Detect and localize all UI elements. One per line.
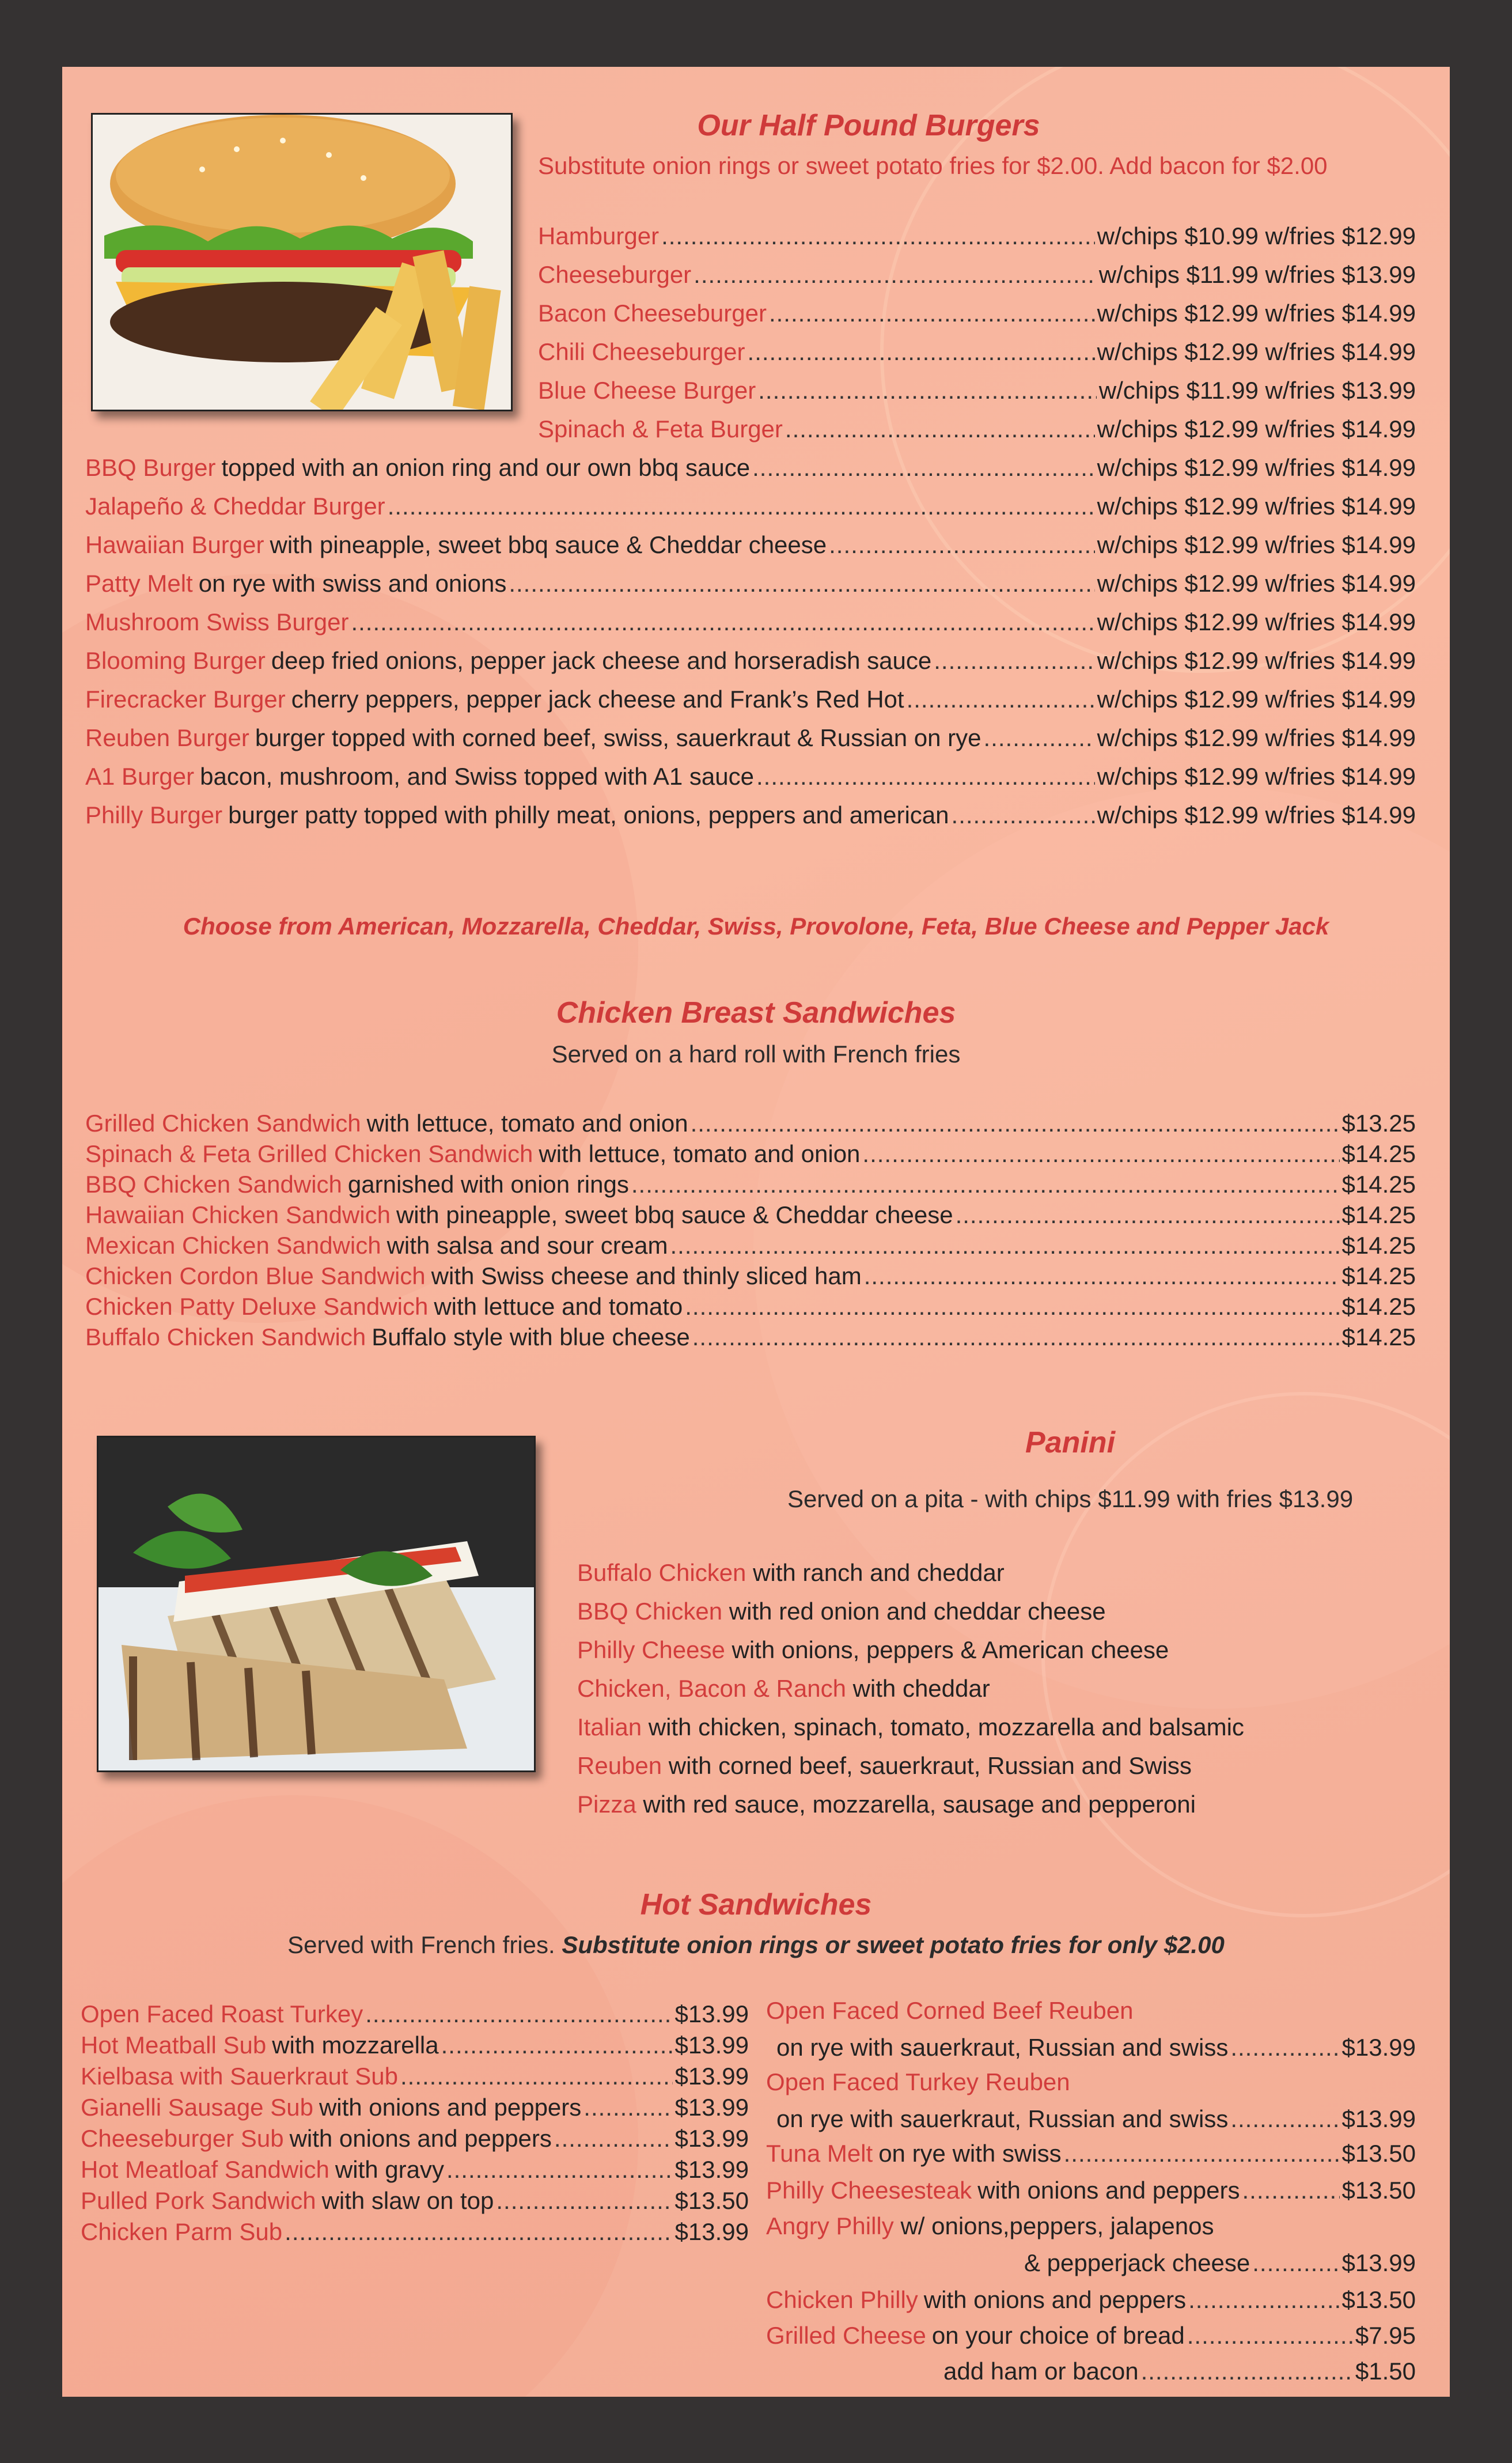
hot-note-plain: Served with French fries. xyxy=(287,1931,562,1958)
leader-dots xyxy=(509,570,1094,597)
leader-dots xyxy=(351,608,1094,636)
item-price: $13.99 xyxy=(1342,2105,1416,2132)
item-name: Chicken Philly xyxy=(766,2286,918,2313)
item-name: Open Faced Roast Turkey xyxy=(81,2000,363,2027)
item-name: Reuben xyxy=(577,1752,662,1779)
list-item xyxy=(1024,2249,1416,2277)
list-item xyxy=(766,2177,1416,2204)
item-desc: on rye with swiss and onions xyxy=(198,570,507,597)
item-name: Hot Meatloaf Sandwich xyxy=(81,2156,329,2183)
item-price: w/chips $12.99 w/fries $14.99 xyxy=(1097,338,1416,365)
leader-dots xyxy=(285,2218,672,2246)
item-name: A1 Burger xyxy=(85,763,195,790)
item-name: Philly Cheese xyxy=(577,1636,725,1663)
item-name: Hawaiian Burger xyxy=(85,531,264,558)
list-item xyxy=(577,1752,1192,1780)
item-name: Mexican Chicken Sandwich xyxy=(85,1232,381,1259)
list-item xyxy=(776,2034,1416,2061)
item-desc: on rye with swiss xyxy=(878,2140,1062,2167)
list-item xyxy=(81,2187,749,2215)
list-item xyxy=(81,2063,749,2090)
item-desc: add ham or bacon xyxy=(943,2358,1139,2385)
panini-note: Served on a pita - with chips $11.99 with fries $13.99 xyxy=(787,1485,1354,1512)
item-desc: bacon, mushroom, and Swiss topped with A1 sauce xyxy=(200,763,754,790)
item-name: Cheeseburger Sub xyxy=(81,2125,284,2152)
panini-title: Panini xyxy=(1025,1426,1116,1459)
hot-title: Hot Sandwiches xyxy=(640,1888,872,1921)
item-price: $13.99 xyxy=(1342,2034,1416,2061)
item-desc: cherry peppers, pepper jack cheese and Frank’s Red Hot xyxy=(291,686,904,713)
list-item xyxy=(85,1110,1416,1137)
burger-photo xyxy=(91,113,513,411)
burgers-note: Substitute onion rings or sweet potato fries for $2.00. Add bacon for $2.00 xyxy=(538,152,1328,179)
leader-dots xyxy=(691,1110,1340,1137)
list-item xyxy=(81,2218,749,2246)
item-desc: topped with an onion ring and our own bbq sauce xyxy=(221,454,751,481)
item-price: $13.99 xyxy=(674,2031,749,2059)
list-item xyxy=(85,608,1416,636)
leader-dots xyxy=(661,222,1095,250)
list-item xyxy=(85,454,1416,482)
list-item xyxy=(577,1675,990,1702)
leader-dots xyxy=(769,300,1095,327)
item-price: $14.25 xyxy=(1342,1201,1416,1228)
list-item xyxy=(85,1262,1416,1290)
item-desc: with chicken, spinach, tomato, mozzarella and balsamic xyxy=(648,1713,1244,1741)
list-item xyxy=(766,2212,1214,2240)
item-price: w/chips $11.99 w/fries $13.99 xyxy=(1098,377,1416,404)
leader-dots xyxy=(907,686,1095,713)
leader-dots xyxy=(365,2000,672,2028)
item-name: Blooming Burger xyxy=(85,647,266,674)
list-item xyxy=(85,1232,1416,1259)
list-item xyxy=(85,531,1416,559)
item-name: Hot Meatball Sub xyxy=(81,2031,267,2059)
item-price: $14.25 xyxy=(1342,1232,1416,1259)
list-item xyxy=(81,2094,749,2121)
leader-dots xyxy=(1242,2177,1340,2204)
list-item xyxy=(766,2322,1416,2350)
item-price: $7.95 xyxy=(1355,2322,1416,2349)
item-name: BBQ Chicken Sandwich xyxy=(85,1171,342,1198)
list-item xyxy=(538,261,1416,289)
item-price: w/chips $12.99 w/fries $14.99 xyxy=(1097,724,1416,751)
leader-dots xyxy=(388,493,1095,520)
list-item xyxy=(85,686,1416,713)
leader-dots xyxy=(554,2125,673,2152)
leader-dots xyxy=(441,2031,673,2059)
item-price: $13.99 xyxy=(674,2156,749,2183)
item-name: Pizza xyxy=(577,1791,636,1818)
item-name: BBQ Burger xyxy=(85,454,216,481)
list-item xyxy=(577,1713,1244,1741)
item-desc: with slaw on top xyxy=(321,2187,494,2214)
list-item xyxy=(81,2000,749,2028)
item-name: Mushroom Swiss Burger xyxy=(85,608,349,635)
list-item xyxy=(538,415,1416,443)
list-item xyxy=(85,1140,1416,1168)
list-item xyxy=(85,647,1416,675)
item-desc: with mozzarella xyxy=(272,2031,439,2059)
cheese-note: Choose from American, Mozzarella, Cheddar, Swiss, Provolone, Feta, Blue Cheese and Pepper Jack xyxy=(183,913,1329,940)
item-price: w/chips $12.99 w/fries $14.99 xyxy=(1097,531,1416,558)
item-price: w/chips $12.99 w/fries $14.99 xyxy=(1097,647,1416,674)
item-desc: with onions and peppers xyxy=(289,2125,552,2152)
list-item xyxy=(577,1791,1196,1818)
list-item xyxy=(85,763,1416,790)
leader-dots xyxy=(685,1293,1339,1321)
leader-dots xyxy=(758,377,1097,404)
leader-dots xyxy=(752,454,1095,482)
menu-page xyxy=(62,67,1450,2397)
leader-dots xyxy=(1188,2286,1339,2314)
item-price: $13.25 xyxy=(1342,1110,1416,1137)
item-price: $14.25 xyxy=(1342,1293,1416,1320)
item-name: Grilled Cheese xyxy=(766,2322,926,2349)
item-name: Philly Cheesesteak xyxy=(766,2177,972,2204)
item-name: Italian xyxy=(577,1713,642,1741)
item-price: $13.99 xyxy=(674,2000,749,2027)
item-name: Gianelli Sausage Sub xyxy=(81,2094,313,2121)
leader-dots xyxy=(956,1201,1340,1229)
list-item xyxy=(577,1559,1005,1587)
item-desc: with pineapple, sweet bbq sauce & Cheddar cheese xyxy=(270,531,827,558)
list-item xyxy=(538,222,1416,250)
item-desc: with onions, peppers & American cheese xyxy=(732,1636,1169,1663)
item-desc: with corned beef, sauerkraut, Russian and Swiss xyxy=(668,1752,1192,1779)
item-name: Kielbasa with Sauerkraut Sub xyxy=(81,2063,398,2090)
list-item xyxy=(85,724,1416,752)
leader-dots xyxy=(785,415,1095,443)
leader-dots xyxy=(756,763,1095,790)
burgers-title: Our Half Pound Burgers xyxy=(697,109,1040,142)
item-price: $14.25 xyxy=(1342,1171,1416,1198)
item-desc: w/ onions,peppers, jalapenos xyxy=(900,2212,1214,2239)
item-desc: with lettuce, tomato and onion xyxy=(366,1110,688,1137)
item-desc: on rye with sauerkraut, Russian and swiss xyxy=(776,2105,1229,2132)
item-name: Hawaiian Chicken Sandwich xyxy=(85,1201,391,1228)
item-price: w/chips $10.99 w/fries $12.99 xyxy=(1097,222,1416,249)
item-name: Tuna Melt xyxy=(766,2140,873,2167)
list-item xyxy=(538,377,1416,404)
list-item xyxy=(85,801,1416,829)
item-price: $13.50 xyxy=(674,2187,749,2214)
list-item xyxy=(577,1598,1106,1625)
item-name: Grilled Chicken Sandwich xyxy=(85,1110,361,1137)
leader-dots xyxy=(400,2063,673,2090)
item-price: $14.25 xyxy=(1342,1140,1416,1167)
item-name: Philly Burger xyxy=(85,801,223,828)
item-price: w/chips $11.99 w/fries $13.99 xyxy=(1098,261,1416,288)
item-desc: with lettuce, tomato and onion xyxy=(539,1140,861,1167)
burger-illustration xyxy=(93,115,511,410)
item-price: w/chips $12.99 w/fries $14.99 xyxy=(1097,300,1416,327)
item-desc: with lettuce and tomato xyxy=(434,1293,683,1320)
panini-illustration xyxy=(98,1437,534,1770)
item-price: w/chips $12.99 w/fries $14.99 xyxy=(1097,608,1416,635)
leader-dots xyxy=(1064,2140,1340,2167)
list-item xyxy=(85,1201,1416,1229)
item-name: Jalapeño & Cheddar Burger xyxy=(85,493,385,520)
item-desc: & pepperjack cheese xyxy=(1024,2249,1250,2276)
item-price: $14.25 xyxy=(1342,1262,1416,1289)
item-desc: with ranch and cheddar xyxy=(753,1559,1005,1586)
item-desc: Buffalo style with blue cheese xyxy=(372,1323,690,1350)
leader-dots xyxy=(1187,2322,1353,2350)
item-desc: on your choice of bread xyxy=(931,2322,1185,2349)
item-desc: with onions and peppers xyxy=(923,2286,1187,2313)
item-desc: on rye with sauerkraut, Russian and swiss xyxy=(776,2034,1229,2061)
list-item xyxy=(766,2140,1416,2167)
leader-dots xyxy=(829,531,1095,559)
item-name: Chicken, Bacon & Ranch xyxy=(577,1675,846,1702)
item-desc: with onions and peppers xyxy=(977,2177,1240,2204)
item-desc: with red onion and cheddar cheese xyxy=(729,1598,1106,1625)
item-name: Bacon Cheeseburger xyxy=(538,300,767,327)
item-price: $13.99 xyxy=(1342,2249,1416,2276)
item-desc: with Swiss cheese and thinly sliced ham xyxy=(431,1262,862,1289)
chicken-title: Chicken Breast Sandwiches xyxy=(556,996,956,1030)
item-price: $13.50 xyxy=(1342,2177,1416,2204)
item-name: BBQ Chicken xyxy=(577,1598,723,1625)
item-name: Buffalo Chicken xyxy=(577,1559,746,1586)
leader-dots xyxy=(864,1262,1340,1290)
item-name: Reuben Burger xyxy=(85,724,249,751)
item-desc: with cheddar xyxy=(852,1675,990,1702)
list-item xyxy=(766,1997,1133,2025)
item-name: Pulled Pork Sandwich xyxy=(81,2187,316,2214)
item-name: Hamburger xyxy=(538,222,660,249)
item-price: w/chips $12.99 w/fries $14.99 xyxy=(1097,801,1416,828)
chicken-note: Served on a hard roll with French fries xyxy=(551,1041,961,1068)
item-name: Chicken Patty Deluxe Sandwich xyxy=(85,1293,429,1320)
item-name: Open Faced Turkey Reuben xyxy=(766,2068,1070,2095)
leader-dots xyxy=(952,801,1095,829)
list-item xyxy=(776,2105,1416,2133)
leader-dots xyxy=(631,1171,1340,1198)
leader-dots xyxy=(748,338,1095,366)
list-item xyxy=(85,1171,1416,1198)
leader-dots xyxy=(670,1232,1339,1259)
item-name: Open Faced Corned Beef Reuben xyxy=(766,1997,1134,2024)
leader-dots xyxy=(694,261,1097,289)
item-name: Spinach & Feta Burger xyxy=(538,415,783,442)
item-desc: garnished with onion rings xyxy=(347,1171,629,1198)
list-item xyxy=(766,2286,1416,2314)
item-name: Patty Melt xyxy=(85,570,193,597)
item-price: w/chips $12.99 w/fries $14.99 xyxy=(1097,686,1416,713)
list-item xyxy=(81,2156,749,2184)
list-item xyxy=(81,2125,749,2152)
item-desc: with gravy xyxy=(335,2156,444,2183)
leader-dots xyxy=(862,1140,1339,1168)
list-item xyxy=(81,2031,749,2059)
item-name: Chili Cheeseburger xyxy=(538,338,745,365)
leader-dots xyxy=(496,2187,672,2215)
panini-photo xyxy=(97,1436,536,1772)
item-name: Cheeseburger xyxy=(538,261,692,288)
leader-dots xyxy=(1141,2358,1353,2385)
leader-dots xyxy=(934,647,1094,675)
list-item xyxy=(943,2358,1416,2385)
item-name: Firecracker Burger xyxy=(85,686,286,713)
leader-dots xyxy=(446,2156,673,2184)
item-desc: with red sauce, mozzarella, sausage and pepperoni xyxy=(643,1791,1196,1818)
item-price: $13.50 xyxy=(1342,2140,1416,2167)
item-price: w/chips $12.99 w/fries $14.99 xyxy=(1097,415,1416,442)
item-price: $13.99 xyxy=(674,2125,749,2152)
list-item xyxy=(85,493,1416,520)
list-item xyxy=(85,1323,1416,1351)
item-desc: deep fried onions, pepper jack cheese and horseradish sauce xyxy=(271,647,932,674)
item-desc: burger patty topped with philly meat, onions, peppers and american xyxy=(228,801,949,828)
leader-dots xyxy=(692,1323,1340,1351)
item-price: $13.50 xyxy=(1342,2286,1416,2313)
item-price: w/chips $12.99 w/fries $14.99 xyxy=(1097,763,1416,790)
leader-dots xyxy=(1252,2249,1339,2277)
item-name: Blue Cheese Burger xyxy=(538,377,756,404)
item-name: Chicken Parm Sub xyxy=(81,2218,283,2245)
item-price: $1.50 xyxy=(1355,2358,1416,2385)
item-price: w/chips $12.99 w/fries $14.99 xyxy=(1097,493,1416,520)
item-desc: with pineapple, sweet bbq sauce & Cheddar cheese xyxy=(396,1201,953,1228)
item-price: w/chips $12.99 w/fries $14.99 xyxy=(1097,454,1416,481)
hot-note xyxy=(62,1931,1450,1959)
list-item xyxy=(766,2068,1070,2096)
item-desc: with salsa and sour cream xyxy=(386,1232,668,1259)
leader-dots xyxy=(583,2094,672,2121)
leader-dots xyxy=(1230,2105,1339,2133)
item-price: w/chips $12.99 w/fries $14.99 xyxy=(1097,570,1416,597)
leader-dots xyxy=(984,724,1095,752)
item-price: $14.25 xyxy=(1342,1323,1416,1350)
item-name: Angry Philly xyxy=(766,2212,894,2239)
item-name: Buffalo Chicken Sandwich xyxy=(85,1323,366,1350)
list-item xyxy=(85,570,1416,597)
item-name: Chicken Cordon Blue Sandwich xyxy=(85,1262,426,1289)
item-price: $13.99 xyxy=(674,2094,749,2121)
item-name: Spinach & Feta Grilled Chicken Sandwich xyxy=(85,1140,533,1167)
leader-dots xyxy=(1230,2034,1339,2061)
item-desc: with onions and peppers xyxy=(319,2094,582,2121)
item-price: $13.99 xyxy=(674,2218,749,2245)
list-item xyxy=(538,338,1416,366)
list-item xyxy=(577,1636,1169,1664)
hot-note-bold: Substitute onion rings or sweet potato fries for only $2.00 xyxy=(562,1931,1225,1958)
list-item xyxy=(538,300,1416,327)
item-price: $13.99 xyxy=(674,2063,749,2090)
list-item xyxy=(85,1293,1416,1321)
item-desc: burger topped with corned beef, swiss, sauerkraut & Russian on rye xyxy=(255,724,982,751)
